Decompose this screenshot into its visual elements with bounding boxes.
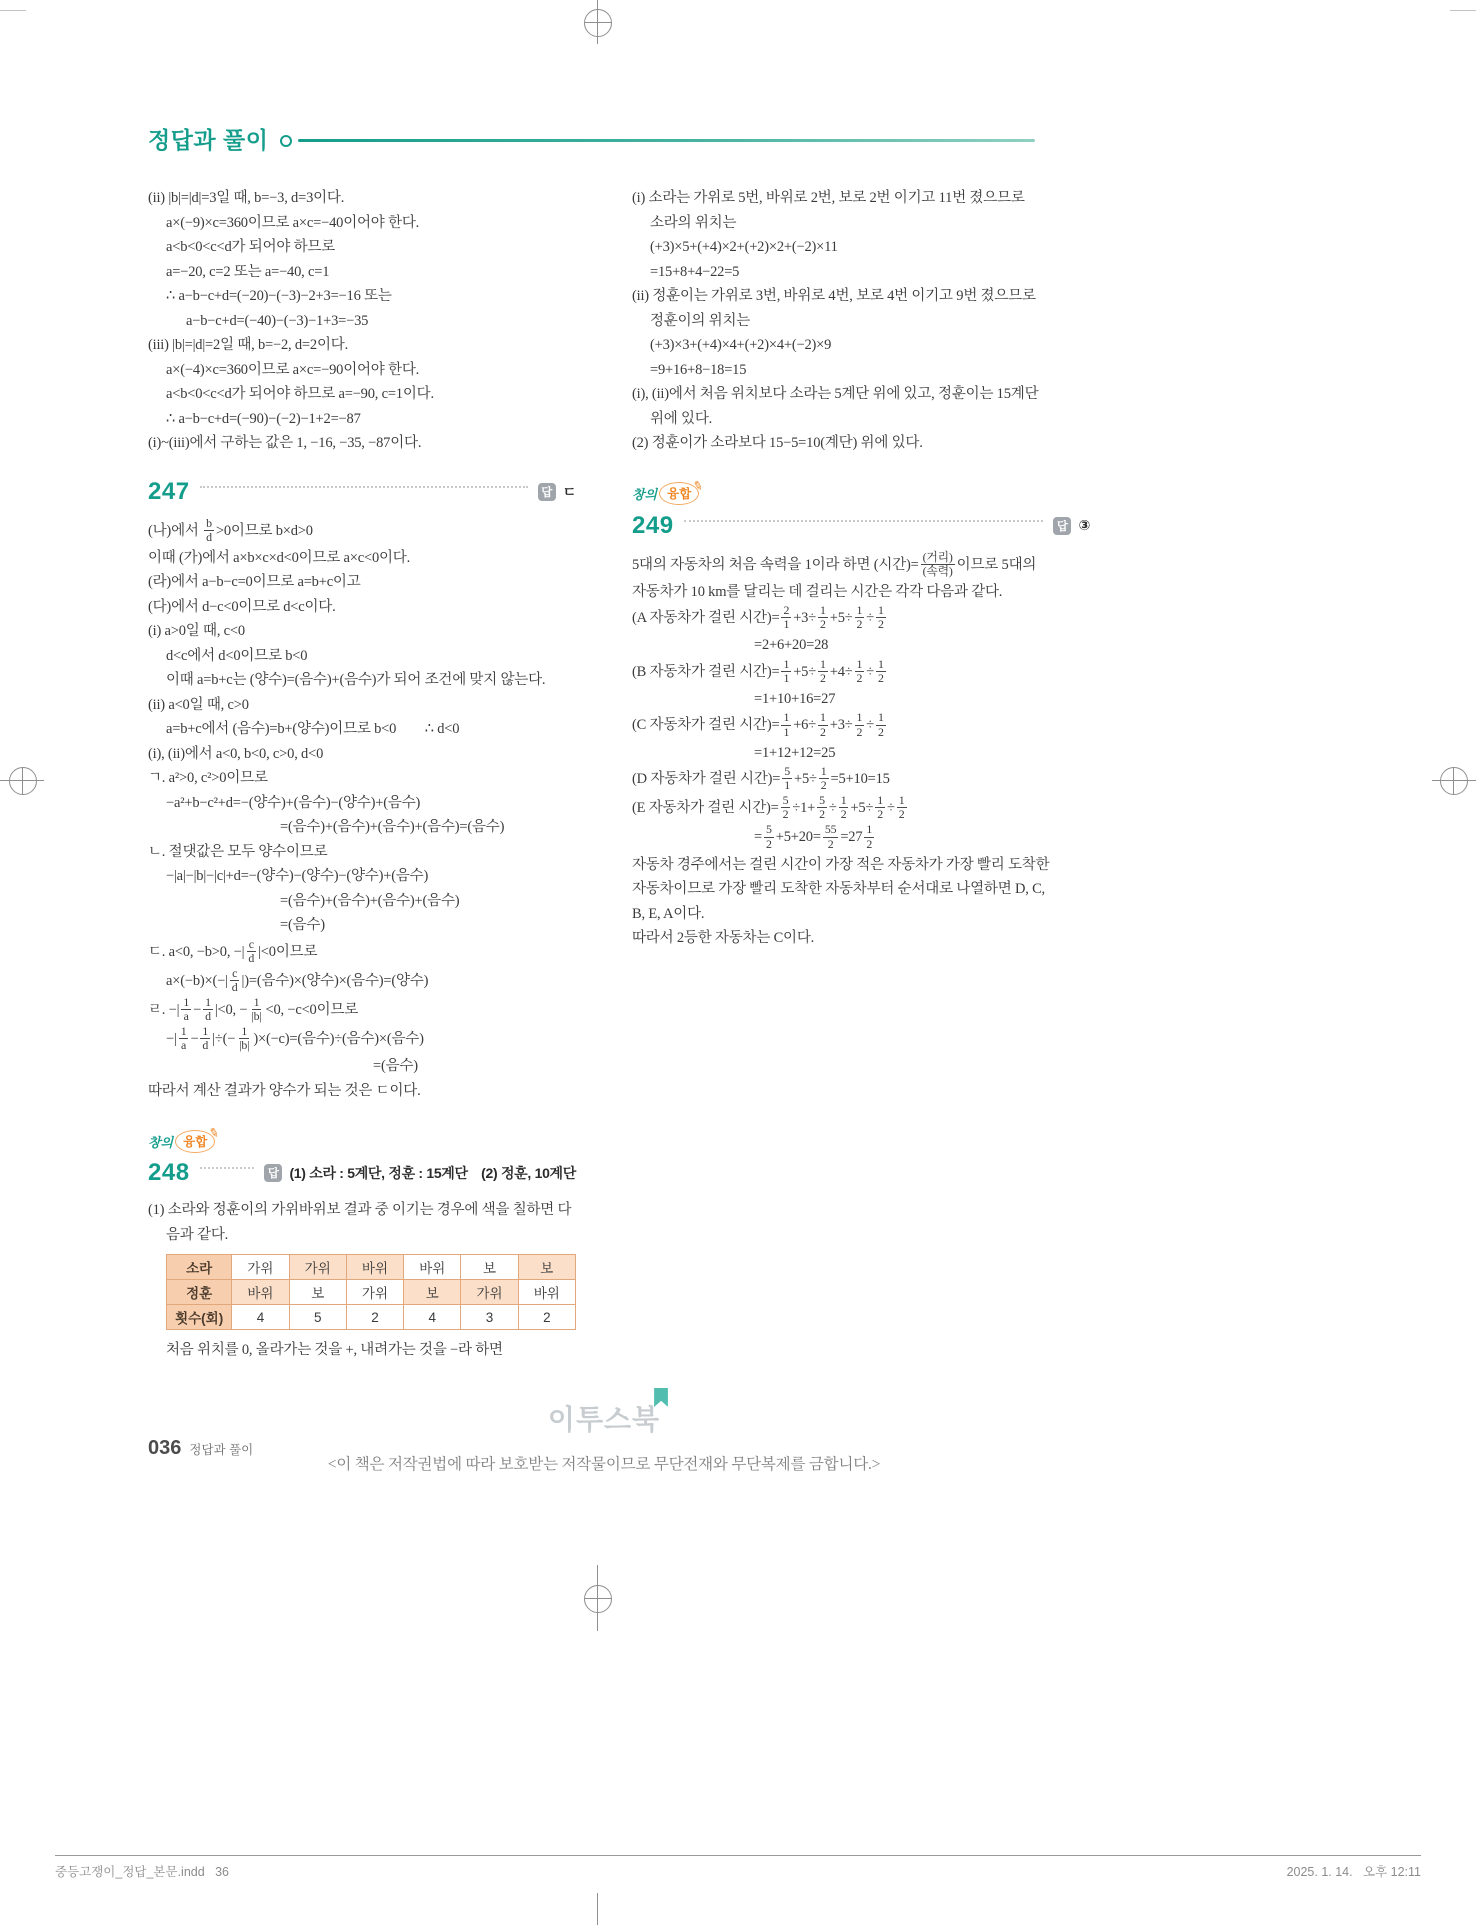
- table-cell: 바위: [346, 1255, 403, 1280]
- text-line: d<c에서 d<0이므로 b<0: [166, 647, 308, 664]
- text-line: a×(−b)×(−| $\frac{c}{d}$ |)=(음수)×(양수)×(음수)=(양수): [166, 965, 429, 994]
- text-line: (+3)×5+(+4)×2+(+2)×2+(−2)×11: [650, 239, 838, 255]
- fraction: $\frac{55}{2}$: [824, 822, 837, 851]
- print-filename: 중등고쟁이_정답_본문.indd 36: [55, 1865, 230, 1879]
- text-line: 위에 있다.: [650, 410, 713, 427]
- watermark-text: 이투스북: [547, 1404, 661, 1435]
- table-cell: 3: [461, 1305, 518, 1330]
- text-line: 음과 같다.: [166, 1226, 229, 1243]
- text-line: (ii) 정훈이는 가위로 3번, 바위로 4번, 보로 4번 이기고 9번 졌으므로: [632, 288, 1036, 304]
- text-line: =(음수): [373, 1058, 418, 1075]
- fraction: $\frac{1}{d}$: [205, 994, 211, 1024]
- text-line: 자동차 경주에서는 걸린 시간이 가장 적은 자동차가 가장 빨리 도착한: [632, 856, 1050, 873]
- text-line: −|a|−|b|−|c|+d=−(양수)−(양수)−(양수)+(음수): [166, 868, 429, 885]
- table-row: [167, 1305, 576, 1330]
- header-rule: [298, 139, 1035, 143]
- answer-text: ㄷ: [562, 483, 576, 500]
- text-line: =9+16+8−18=15: [650, 361, 747, 378]
- text-line: =15+8+4−22=5: [650, 263, 740, 280]
- fraction: $\frac{1}{2}$: [856, 656, 863, 685]
- publisher-watermark: [548, 1398, 660, 1438]
- solution-249: [632, 482, 1090, 951]
- fraction: $\frac{1}{2}$: [856, 710, 863, 739]
- text-line: ㄷ. a<0, −b>0, −| $\frac{c}{d}$ |<0이므로: [148, 936, 318, 965]
- text-line: 5대의 자동차의 처음 속력을 1이라 하면 (시간)= $\frac{\text{(거리)}}{\text{(속력)}}$ 이므로 5대의: [632, 549, 1037, 578]
- table-cell: 보: [289, 1280, 346, 1305]
- text-line: 이때 (가)에서 a×b×c×d<0이므로 a×c<0이다.: [148, 549, 411, 566]
- fraction: $\frac{b}{d}$: [206, 515, 212, 544]
- text-line: (i)~(iii)에서 구하는 값은 1, −16, −35, −87이다.: [148, 435, 422, 451]
- table-cell: 가위: [461, 1280, 518, 1305]
- page-number: 036: [148, 1437, 182, 1459]
- text-line: (i), (ii)에서 처음 위치보다 소라는 5계단 위에 있고, 정훈이는 15계단: [632, 386, 1039, 402]
- table-cell: 4: [232, 1305, 289, 1330]
- text-line: 따라서 2등한 자동차는 C이다.: [632, 930, 815, 947]
- page-footer: [148, 1437, 253, 1460]
- creative-left-label: 창의: [148, 1134, 174, 1150]
- solution-lines: [632, 551, 1090, 951]
- section-248-head: [148, 1157, 576, 1189]
- solution-246-continued: [148, 178, 576, 456]
- problem-number: 248: [148, 1159, 190, 1187]
- fraction: $\frac{1}{2}$: [878, 656, 884, 685]
- text-line: 이때 a=b+c는 (양수)=(음수)+(음수)가 되어 조건에 맞지 않는다.: [166, 672, 546, 689]
- solution-lines: [632, 186, 1090, 456]
- text-line: =2+6+20=28: [754, 637, 829, 654]
- text-line: (다)에서 d−c<0이므로 d<c이다.: [148, 598, 336, 615]
- fraction: $\frac{1}{2}$: [819, 656, 826, 685]
- solution-lines: [148, 1338, 576, 1363]
- text-line: 정훈이의 위치는: [650, 312, 751, 329]
- content-columns: [148, 178, 1090, 1363]
- text-line: ㄱ. a²>0, c²>0이므로: [148, 770, 268, 787]
- fraction: $\frac{c}{d}$: [231, 965, 238, 994]
- fraction: $\frac{1}{2}$: [877, 793, 883, 822]
- answer-badge-icon: 답: [538, 483, 556, 501]
- text-line: (i) a>0일 때, c<0: [148, 623, 245, 640]
- section-249-head: [632, 510, 1090, 542]
- text-line: (E 자동차가 걸린 시간)= $\frac{5}{2}$ ÷1+ $\frac{5}{2}$ ÷ $\frac{1}{2}$ +5÷ $\frac{1}{2}$ ÷ $\frac{1}{2}$: [632, 793, 905, 822]
- fraction: $\frac{1}{a}$: [180, 1024, 187, 1053]
- answer-text: ③: [1078, 517, 1090, 533]
- text-line: ㄹ. −| $\frac{1}{a}$ − $\frac{1}{d}$ |<0, − $\frac{1}{|b|}$ <0, −c<0이므로: [148, 994, 359, 1024]
- text-line: a×(−9)×c=360이므로 a×c=−40이어야 한다.: [166, 214, 420, 231]
- copyright-notice: <이 책은 저작권법에 따라 보호받는 저작물이므로 무단전재와 무단복제를 금합니다.>: [327, 1456, 881, 1473]
- creative-left-label: 창의: [632, 487, 658, 502]
- fraction: $\frac{\text{(거리)}}{\text{(속력)}}$: [922, 549, 953, 578]
- table-row: [167, 1280, 576, 1305]
- solution-lines: [148, 517, 576, 1104]
- text-line: (i), (ii)에서 a<0, b<0, c>0, d<0: [148, 745, 324, 762]
- table-cell: 보: [461, 1255, 518, 1280]
- page-header: [148, 122, 1035, 155]
- text-line: =1+12+12=25: [754, 744, 836, 761]
- text-line: 처음 위치를 0, 올라가는 것을 +, 내려가는 것을 −라 하면: [166, 1342, 503, 1359]
- creative-fusion-badge: [148, 1129, 576, 1153]
- text-line: (i) 소라는 가위로 5번, 바위로 2번, 보로 2번 이기고 11번 졌으므로: [632, 190, 1025, 206]
- solution-248: [148, 1129, 576, 1363]
- fraction: $\frac{5}{2}$: [819, 793, 825, 822]
- text-line: (ii) |b|=|d|=3일 때, b=−3, d=3이다.: [148, 190, 345, 206]
- rps-result-table: [166, 1254, 576, 1330]
- text-line: 소라의 위치는: [650, 214, 737, 231]
- text-line: −| $\frac{1}{a}$ − $\frac{1}{d}$ |÷(− $\frac{1}{|b|}$ )×(−c)=(음수)÷(음수)×(음수): [166, 1024, 424, 1053]
- section-247-head: [148, 476, 576, 508]
- text-line: a×(−4)×c=360이므로 a×c=−90이어야 한다.: [166, 361, 420, 378]
- fraction: $\frac{1}{2}$: [819, 603, 826, 632]
- solution-lines: [148, 186, 576, 456]
- text-line: 따라서 계산 결과가 양수가 되는 것은 ㄷ이다.: [148, 1082, 421, 1099]
- text-line: (라)에서 a−b−c=0이므로 a=b+c이고: [148, 574, 361, 591]
- creative-right-label: 융합: [175, 1130, 215, 1153]
- text-line: (1) 소라와 정훈이의 가위바위보 결과 중 이기는 경우에 색을 칠하면 다: [148, 1202, 572, 1219]
- text-line: (B 자동차가 걸린 시간)= $\frac{1}{1}$ +5÷ $\frac{1}{2}$ +4÷ $\frac{1}{2}$ ÷ $\frac{1}{2}$: [632, 656, 884, 685]
- table-cell: 2: [346, 1305, 403, 1330]
- fraction: $\frac{1}{2}$: [898, 793, 905, 822]
- solution-248-continued: [632, 178, 1090, 456]
- fraction: $\frac{5}{1}$: [784, 764, 790, 793]
- text-line: (2) 정훈이가 소라보다 15−5=10(계단) 위에 있다.: [632, 435, 923, 451]
- fraction: $\frac{1}{2}$: [878, 710, 884, 739]
- text-line: −a²+b−c²+d=−(양수)+(음수)−(양수)+(음수): [166, 794, 421, 811]
- table-cell: 가위: [232, 1255, 289, 1280]
- text-line: =(음수): [280, 917, 325, 934]
- text-line: a<b<0<c<d가 되어야 하므로 a=−90, c=1이다.: [166, 386, 434, 402]
- header-ring-icon: [280, 135, 292, 147]
- text-line: =(음수)+(음수)+(음수)+(음수): [280, 892, 460, 909]
- text-line: 자동차가 10 km를 달리는 데 걸리는 시간은 각각 다음과 같다.: [632, 583, 1003, 600]
- bookmark-icon: [654, 1388, 668, 1407]
- row-header-cell: 정훈: [167, 1280, 232, 1305]
- text-line: (A 자동차가 걸린 시간)= $\frac{2}{1}$ +3÷ $\frac{1}{2}$ +5÷ $\frac{1}{2}$ ÷ $\frac{1}{2}$: [632, 603, 884, 632]
- pencil-icon: [208, 1125, 221, 1141]
- creative-right-label: 융합: [659, 482, 699, 505]
- pencil-icon: [692, 477, 705, 493]
- fraction: $\frac{5}{2}$: [782, 793, 789, 822]
- text-line: (+3)×3+(+4)×4+(+2)×4+(−2)×9: [650, 337, 832, 353]
- text-line: (ii) a<0일 때, c>0: [148, 696, 249, 713]
- table-cell: 가위: [289, 1255, 346, 1280]
- answer-badge-icon: 답: [1053, 517, 1071, 535]
- page-title: 정답과 풀이: [148, 127, 269, 153]
- fraction: $\frac{1}{|b|}$: [251, 994, 262, 1024]
- problem-number: 249: [632, 511, 674, 539]
- row-header-cell: 횟수(회): [167, 1305, 232, 1330]
- text-line: ∴ a−b−c+d=(−90)−(−2)−1+2=−87: [166, 410, 361, 427]
- fraction: $\frac{1}{a}$: [183, 994, 190, 1024]
- text-line: a−b−c+d=(−40)−(−3)−1+3=−35: [186, 312, 369, 329]
- footer-label: 정답과 풀이: [189, 1443, 254, 1457]
- text-line: (C 자동차가 걸린 시간)= $\frac{1}{1}$ +6÷ $\frac{1}{2}$ +3÷ $\frac{1}{2}$ ÷ $\frac{1}{2}$: [632, 710, 884, 739]
- fraction: $\frac{c}{d}$: [248, 936, 255, 965]
- fraction: $\frac{5}{2}$: [765, 822, 772, 851]
- fraction: $\frac{1}{1}$: [783, 656, 790, 685]
- answer-text: (1) 소라 : 5계단, 정훈 : 15계단 (2) 정훈, 10계단: [289, 1165, 576, 1182]
- table-cell: 2: [518, 1305, 575, 1330]
- answer-badge-icon: 답: [264, 1164, 282, 1182]
- table-cell: 보: [518, 1255, 575, 1280]
- dotted-leader: [200, 486, 528, 488]
- fraction: $\frac{1}{d}$: [202, 1024, 209, 1053]
- print-divider: [55, 1855, 1421, 1856]
- text-line: = $\frac{5}{2}$ +5+20= $\frac{55}{2}$ =27 $\frac{1}{2}$: [754, 822, 873, 851]
- text-line: =1+10+16=27: [754, 690, 836, 707]
- fraction: $\frac{1}{|b|}$: [239, 1024, 250, 1053]
- table-cell: 바위: [404, 1255, 461, 1280]
- fraction: $\frac{1}{2}$: [878, 603, 884, 632]
- text-line: =(음수)+(음수)+(음수)+(음수)=(음수): [280, 819, 505, 836]
- dotted-leader: [200, 1167, 255, 1169]
- fraction: $\frac{1}{2}$: [866, 822, 873, 851]
- solution-247: [148, 476, 576, 1104]
- text-line: a<b<0<c<d가 되어야 하므로: [166, 239, 336, 255]
- fraction: $\frac{1}{1}$: [783, 710, 790, 739]
- rps-table-container: [148, 1254, 576, 1330]
- table-row: [167, 1255, 576, 1280]
- text-line: B, E, A이다.: [632, 905, 705, 922]
- table-cell: 바위: [232, 1280, 289, 1305]
- print-datetime: 2025. 1. 14. 오후 12:11: [1286, 1865, 1421, 1879]
- solution-lines: [148, 1198, 576, 1247]
- fraction: $\frac{1}{2}$: [819, 710, 826, 739]
- table-cell: 4: [404, 1305, 461, 1330]
- table-cell: 5: [289, 1305, 346, 1330]
- text-line: (나)에서 $\frac{b}{d}$ >0이므로 b×d>0: [148, 515, 313, 544]
- creative-fusion-badge: [632, 482, 1090, 506]
- table-cell: 보: [404, 1280, 461, 1305]
- text-line: a=−20, c=2 또는 a=−40, c=1: [166, 263, 330, 280]
- right-column: [632, 178, 1090, 1363]
- problem-number: 247: [148, 477, 190, 505]
- fraction: $\frac{1}{2}$: [840, 793, 847, 822]
- table-cell: 바위: [518, 1280, 575, 1305]
- fraction: $\frac{1}{2}$: [856, 603, 863, 632]
- left-column: [148, 178, 576, 1363]
- text-line: 자동차이므로 가장 빨리 도착한 자동차부터 순서대로 나열하면 D, C,: [632, 881, 1045, 898]
- row-header-cell: 소라: [167, 1255, 232, 1280]
- table-cell: 가위: [346, 1280, 403, 1305]
- text-line: (D 자동차가 걸린 시간)= $\frac{5}{1}$ +5÷ $\frac{1}{2}$ =5+10=15: [632, 764, 890, 793]
- fraction: $\frac{1}{2}$: [820, 764, 827, 793]
- text-line: (iii) |b|=|d|=2일 때, b=−2, d=2이다.: [148, 337, 348, 353]
- text-line: ∴ a−b−c+d=(−20)−(−3)−2+3=−16 또는: [166, 288, 392, 304]
- fraction: $\frac{2}{1}$: [783, 603, 790, 632]
- text-line: ㄴ. 절댓값은 모두 양수이므로: [148, 843, 328, 860]
- text-line: a=b+c에서 (음수)=b+(양수)이므로 b<0 ∴ d<0: [166, 721, 460, 738]
- dotted-leader: [684, 520, 1044, 522]
